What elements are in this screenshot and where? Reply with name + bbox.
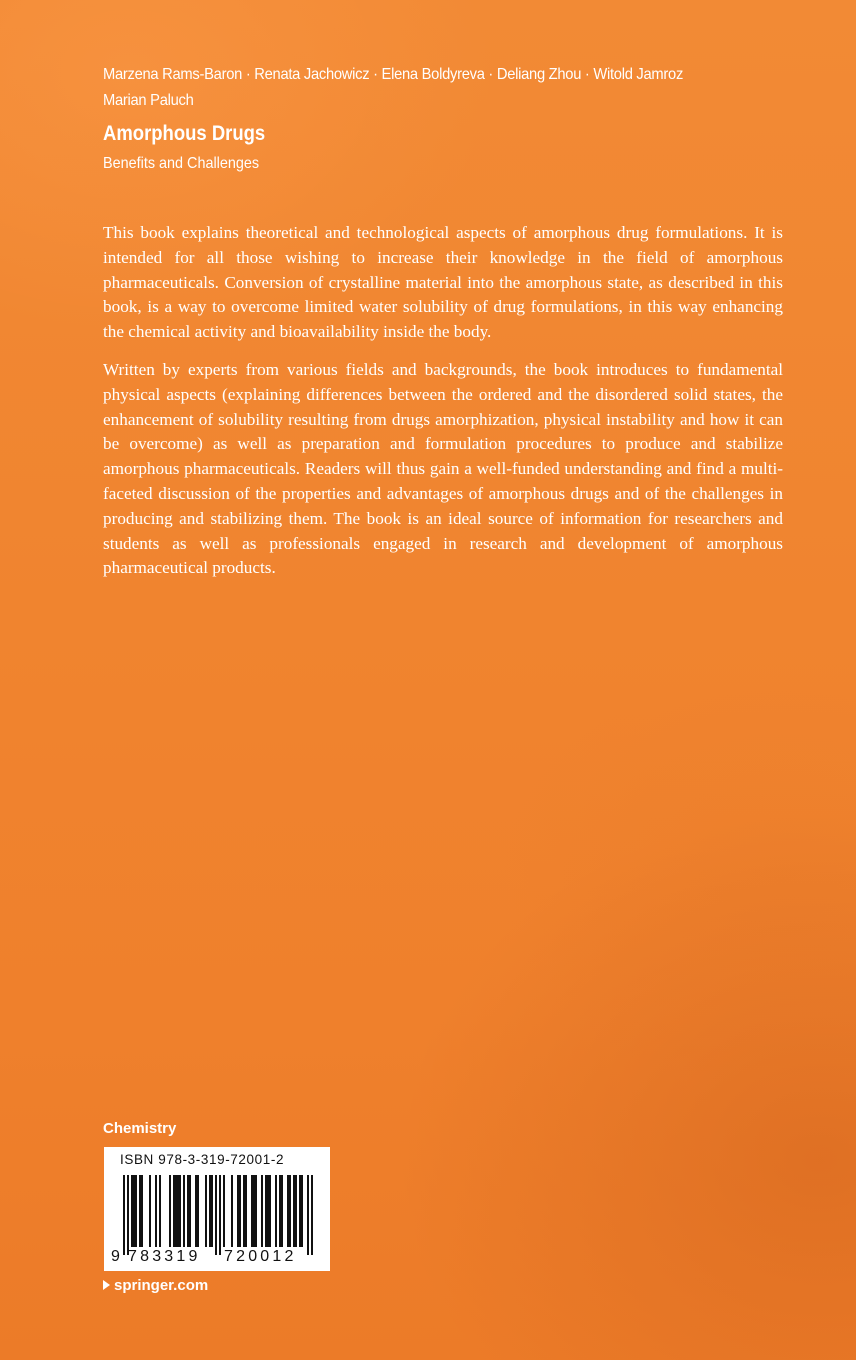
barcode-bars xyxy=(104,1175,330,1255)
barcode-bar xyxy=(295,1175,297,1247)
barcode-bar xyxy=(311,1175,313,1255)
barcode-bar xyxy=(267,1175,269,1247)
barcode-bar xyxy=(173,1175,175,1247)
isbn-label: ISBN 978-3-319-72001-2 xyxy=(120,1152,285,1167)
author-list xyxy=(103,62,747,114)
barcode-bar xyxy=(197,1175,199,1247)
barcode-bar xyxy=(231,1175,233,1247)
subject-category: Chemistry xyxy=(103,1120,177,1137)
barcode-bar xyxy=(299,1175,301,1247)
barcode-bar xyxy=(287,1175,289,1247)
barcode-digit-first: 9 xyxy=(111,1248,124,1265)
barcode-bar xyxy=(211,1175,213,1247)
isbn-barcode xyxy=(104,1147,330,1271)
arrow-right-icon xyxy=(103,1280,110,1290)
barcode-bar xyxy=(177,1175,179,1247)
barcode-digits-right: 720012 xyxy=(224,1248,297,1265)
barcode-bar xyxy=(123,1175,125,1255)
barcode-bar xyxy=(155,1175,157,1247)
barcode-bar xyxy=(179,1175,181,1247)
barcode-bar xyxy=(269,1175,271,1247)
barcode-bar xyxy=(127,1175,129,1255)
barcode-bar xyxy=(189,1175,191,1247)
barcode-bar xyxy=(293,1175,295,1247)
barcode-bar xyxy=(131,1175,133,1247)
barcode-bar xyxy=(183,1175,185,1247)
barcode-bar xyxy=(245,1175,247,1247)
book-title: Amorphous Drugs xyxy=(103,122,266,145)
author-line-2: Marian Paluch xyxy=(103,92,194,109)
barcode-bar xyxy=(141,1175,143,1247)
barcode-bar xyxy=(251,1175,253,1247)
barcode-bar xyxy=(159,1175,161,1247)
barcode-bar xyxy=(307,1175,309,1255)
barcode-bar xyxy=(215,1175,217,1255)
barcode-digits-left: 783319 xyxy=(128,1248,201,1265)
description-paragraph-2: Written by experts from various fields and backgrounds, the book introduces to fundamental physical aspects (explaining differences between the ordered and the disordered solid states, the enhancement of solubility resulting from drugs amorphization, physical instability and how it can be overcome) as well as preparation and formulation procedures to produce and stabilize amorphous pharmaceuticals. Readers will thus gain a well-funded understanding and find a multi-faceted discussion of the properties and advantages of amorphous drugs and of the challenges in producing and stabilizing them. The book is an ideal source of information for researchers and students as well as professionals engaged in research and development of amorphous pharmaceutical products. xyxy=(103,359,783,578)
barcode-bar xyxy=(209,1175,211,1247)
barcode-bar xyxy=(281,1175,283,1247)
barcode-bar xyxy=(261,1175,263,1247)
barcode-bar xyxy=(149,1175,151,1247)
barcode-bar xyxy=(205,1175,207,1247)
website-label: springer.com xyxy=(114,1277,209,1294)
publisher-website[interactable] xyxy=(103,1276,208,1296)
barcode-bar xyxy=(139,1175,141,1247)
barcode-bar xyxy=(169,1175,171,1247)
barcode-bar xyxy=(219,1175,221,1255)
barcode-bar xyxy=(135,1175,137,1247)
barcode-bar xyxy=(275,1175,277,1247)
barcode-bar xyxy=(301,1175,303,1247)
barcode-bar xyxy=(237,1175,239,1247)
author-line-1: Marzena Rams-Baron · Renata Jachowicz · Elena Boldyreva · Deliang Zhou · Witold Jamroz xyxy=(103,66,684,83)
barcode-bar xyxy=(253,1175,255,1247)
barcode-bar xyxy=(187,1175,189,1247)
barcode-bar xyxy=(239,1175,241,1247)
barcode-bar xyxy=(289,1175,291,1247)
book-description xyxy=(103,221,783,594)
barcode-bar xyxy=(265,1175,267,1247)
barcode-bar xyxy=(223,1175,225,1247)
description-paragraph-1: This book explains theoretical and technological aspects of amorphous drug formulations. It is intended for all those wishing to increase their knowledge in the field of amorphous pharmaceuticals. Conversion of crystalline material into the amorphous state, as described in this book, is a way to overcome limited water solubility of drug formulations, in this way enhancing the chemical activity and bioavailability inside the body. xyxy=(103,223,783,342)
barcode-bar xyxy=(279,1175,281,1247)
barcode-bar xyxy=(133,1175,135,1247)
barcode-bar xyxy=(255,1175,257,1247)
barcode-bar xyxy=(243,1175,245,1247)
barcode-bar xyxy=(195,1175,197,1247)
book-subtitle: Benefits and Challenges xyxy=(103,155,260,172)
barcode-bar xyxy=(175,1175,177,1247)
